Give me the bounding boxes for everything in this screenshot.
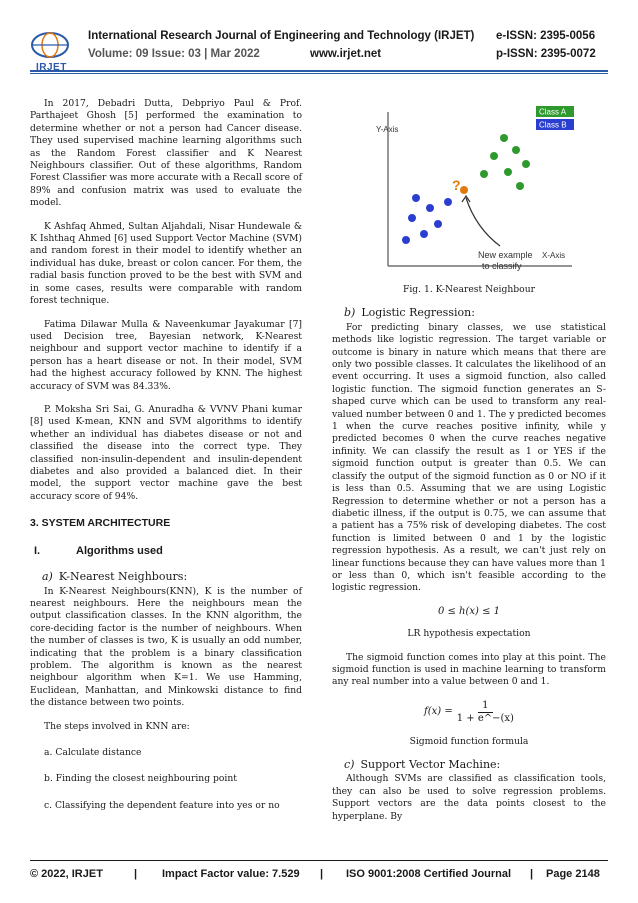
class-b-point xyxy=(412,194,420,202)
figure-caption: Fig. 1. K-Nearest Neighbour xyxy=(402,284,536,295)
paragraph-knn: In K-Nearest Neighbours(KNN), K is the number of nearest neighbours. Here the neighbours mean the output classification classes. In the KNN algorithm, the core-deciding factor is the number of neighbours. When the number of classes is two, K is usually an odd number, indicating that the problem is a binary classification problem. The algorithm is known as the nearest neighbour algorithm when K=1. We use Hamming, Euclidean, Manhattan, and Minkowski distance to find the distance between two points. xyxy=(30,585,302,709)
class-b-point xyxy=(434,220,442,228)
class-a-point xyxy=(504,168,512,176)
unknown-point xyxy=(460,186,468,194)
page-footer xyxy=(30,860,608,884)
paragraph-sigmoid: The sigmoid function comes into play at this point. The sigmoid function is used in machine learning to transform any real number into a value between 0 and 1. xyxy=(332,651,606,688)
sub-letter-a: a) xyxy=(42,570,53,584)
e-issn: e-ISSN: 2395-0056 xyxy=(496,30,596,42)
paragraph-ahmed: K Ashfaq Ahmed, Sultan Aljahdali, Nisar Hundewale & K Ishthaq Ahmed [6] used Support Vector Machine (SVM) and random forest in their model to identify whether an individual has duke, breast or colon cancer. For them, the radial basis function proved to be the best with SVM and in some cases, results were comparable with random forest technique. xyxy=(30,220,302,307)
page-header xyxy=(0,0,638,96)
knn-steps xyxy=(30,721,302,813)
p-issn: p-ISSN: 2395-0072 xyxy=(496,48,596,60)
footer-separator: | xyxy=(320,868,324,880)
class-a-point xyxy=(512,146,520,154)
sub-letter-b: b) xyxy=(344,306,356,320)
step-item: c. Classifying the dependent feature into yes or no xyxy=(44,799,280,811)
subsection-heading xyxy=(30,545,302,557)
class-a-point xyxy=(516,182,524,190)
equation-sigmoid-lhs: f(x) = xyxy=(424,706,453,718)
x-axis-label: X-Axis xyxy=(542,251,566,260)
footer-impact-factor: Impact Factor value: 7.529 xyxy=(162,868,300,880)
equation-sigmoid-denominator: 1 + e^−(x) xyxy=(456,713,514,725)
equation-sigmoid-caption: Sigmoid function formula xyxy=(409,735,529,747)
irjet-logo-icon xyxy=(30,30,70,64)
journal-url[interactable]: www.irjet.net xyxy=(310,48,382,60)
footer-iso: ISO 9001:2008 Certified Journal xyxy=(346,868,512,880)
steps-intro: The steps involved in KNN are: xyxy=(44,720,190,732)
class-b-point xyxy=(426,204,434,212)
subsection-number: I. xyxy=(34,545,41,558)
sub-title-svm: Support Vector Machine: xyxy=(360,758,501,771)
header-rule xyxy=(30,70,608,72)
footer-copyright: © 2022, IRJET xyxy=(30,868,103,880)
sub-heading-lr xyxy=(344,307,606,319)
annotation-line-1: New example xyxy=(478,250,533,260)
annotation-line-2: to classify xyxy=(482,261,522,271)
sub-title-knn: K-Nearest Neighbours: xyxy=(58,570,188,584)
footer-separator: | xyxy=(530,868,534,880)
equation-sigmoid xyxy=(332,700,606,726)
class-a-point xyxy=(522,160,530,168)
legend-class-b: Class B xyxy=(539,120,567,130)
knn-figure xyxy=(366,98,578,284)
equation-lr-hypothesis: 0 ≤ h(x) ≤ 1 xyxy=(437,605,501,617)
sub-heading-svm xyxy=(344,759,606,771)
paragraph-dutta: In 2017, Debadri Dutta, Debpriyo Paul & Prof. Parthajeet Ghosh [5] performed the examination to determine whether or not a person had Cancer disease. They used supervised machine learning algorithms such as the Random Forest classifier and K Nearest Neighbours classifier. Out of these algorithms, Random Forest Classifier was more accurate with a Recall score of 89% and confusion matrix was used to evaluate the model. xyxy=(30,98,302,209)
logo-text: IRJET xyxy=(36,62,67,73)
right-column xyxy=(332,98,606,834)
header-rule-thin xyxy=(30,73,608,74)
paragraph-lr: For predicting binary classes, we use statistical methods like logistic regression. The target variable or outcome is binary in nature which means that there are only two possible classes. It calculates the likelihood of an event occurring. It uses a sigmoid function, also called logistic function. The sigmoid function generates an S-shaped curve which can be used to transform any real-valued number between 0 and 1. The y predicted becomes 1 when the curve reaches positive infinity, while y predicted becomes 0 when the curve reaches negative infinity. We can classify the result as 1 or YES if the sigmoid function output is greater than 0.5. We can classify the output of the sigmoid function as 0 or NO if it is less than 0.5. Assuming that we are using Logistic Regression to determine whether or not a person has a diabetic illness, if the output is 0.75, we can assume that a patient has a 75% risk of developing diabetes. The cost function is limited between 0 and 1 by the logistic regression hypothesis. As a result, we can't just rely on linear functions because they can have values more than 1 or less than 0, which isn't feasible according to the logistic regression. xyxy=(332,321,606,594)
class-a-point xyxy=(490,152,498,160)
class-b-point xyxy=(402,236,410,244)
paragraph-svm: Although SVMs are classified as classification tools, they can also be used to solve regression problems. Support vectors are the data points closest to the hyperplane. By xyxy=(332,773,606,822)
volume-issue: Volume: 09 Issue: 03 | Mar 2022 xyxy=(88,48,260,60)
journal-title: International Research Journal of Engineering and Technology (IRJET) xyxy=(88,30,475,42)
paragraph-mulla: Fatima Dilawar Mulla & Naveenkumar Jayakumar [7] used Decision tree, Bayesian network, K-Nearest neighbour and support vector machine to identify if a person has a heart disease or not. In their model, SVM had the highest accuracy followed by KNN. The highest accuracy of SVM was 84.33%. xyxy=(30,318,302,392)
class-b-point xyxy=(420,230,428,238)
sub-heading-knn xyxy=(42,571,302,583)
class-b-point xyxy=(444,198,452,206)
sub-letter-c: c) xyxy=(344,758,355,771)
class-a-point xyxy=(500,134,508,142)
footer-page-number: Page 2148 xyxy=(546,868,600,880)
step-item: b. Finding the closest neighbouring point xyxy=(44,773,237,785)
query-mark: ? xyxy=(452,177,461,193)
paragraph-sai: P. Moksha Sri Sai, G. Anuradha & VVNV Phani kumar [8] used K-mean, KNN and SVM algorithms to identify whether an individual has diabetes disease or not and classified the disease into the correct type. They classified non-insulin-dependent and insulin-dependent diabetes and also provided a balanced diet. In their model, the support vector machine gave the best accuracy score of 94%. xyxy=(30,403,302,502)
footer-rule xyxy=(30,860,608,861)
section-heading: 3. SYSTEM ARCHITECTURE xyxy=(30,517,171,530)
left-column xyxy=(30,98,302,826)
footer-separator: | xyxy=(134,868,138,880)
subsection-title: Algorithms used xyxy=(76,545,163,558)
step-item: a. Calculate distance xyxy=(44,747,142,759)
class-b-point xyxy=(408,214,416,222)
sub-title-lr: Logistic Regression: xyxy=(361,306,475,320)
legend-class-a: Class A xyxy=(539,107,567,117)
equation-sigmoid-numerator: 1 xyxy=(478,700,492,713)
y-axis-label: Y-Axis xyxy=(376,125,399,134)
class-a-point xyxy=(480,170,488,178)
equation-lr-caption: LR hypothesis expectation xyxy=(407,628,531,640)
